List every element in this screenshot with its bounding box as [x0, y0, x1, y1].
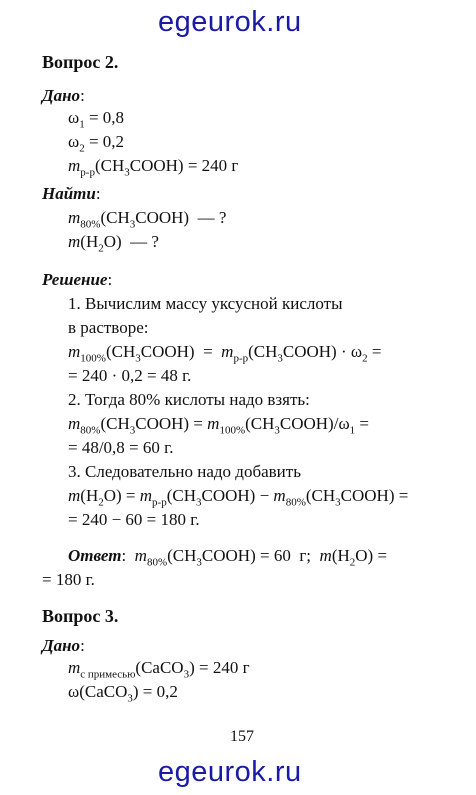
question-2-title: Вопрос 2. — [42, 52, 119, 72]
answer-line-2: = 180 г. — [42, 570, 95, 589]
q3-given-line-1: $m_{с примесью}(CaCO_3) = 240$ г — [68, 658, 250, 681]
given-heading-q3: Дано: — [42, 636, 85, 655]
solution-heading: Решение: — [42, 270, 113, 289]
given-line-2: $\omega_2 = 0,2$ — [68, 132, 125, 155]
given-heading: Дано: — [42, 86, 85, 105]
question-3-title: Вопрос 3. — [42, 606, 119, 626]
solution-line-9: $m(H_2O)$ = $m_{р-р}(CH_3COOH)$ − $m_{80\%}(CH_3COOH)$ = — [68, 486, 409, 509]
solution-line-2: в растворе: — [68, 318, 149, 337]
solution-line-4: = 240 · 0,2 = 48 г. — [68, 366, 192, 385]
find-line-1: $m_{80\%}(CH_3COOH)$ — ? — [68, 208, 227, 231]
given-line-1: $\omega_1 = 0,8$ — [68, 108, 125, 131]
given-line-3: $m_{р-р}(CH_3COOH) = 240$ г — [68, 156, 239, 179]
solution-line-10: = 240 − 60 = 180 г. — [68, 510, 200, 529]
q3-given-line-2: ω(CaCO$_3$) = 0,2 — [68, 682, 178, 705]
page-number: 157 — [230, 728, 254, 745]
find-heading: Найти: — [42, 184, 101, 203]
solution-line-8: 3. Следовательно надо добавить — [68, 462, 301, 481]
site-header: egeurok.ru — [158, 6, 302, 38]
solution-line-6: $m_{80\%}(CH_3COOH)$ = $m_{100\%}(CH_3COOH)/\omega_1$ = — [68, 414, 369, 437]
answer-line-1: Ответ: $m_{80\%}(CH_3COOH) = 60$ г; $m(H_2O)$ = — [68, 546, 388, 569]
solution-line-7: = 48/0,8 = 60 г. — [68, 438, 174, 457]
site-footer: egeurok.ru — [158, 756, 302, 788]
solution-line-5: 2. Тогда 80% кислоты надо взять: — [68, 390, 310, 409]
solution-line-1: 1. Вычислим массу уксусной кислоты — [68, 294, 343, 313]
solution-line-3: $m_{100\%}(CH_3COOH)$ = $m_{р-р}(CH_3COOH) \cdot \omega_2$ = — [68, 342, 382, 365]
find-line-2: $m(H_2O)$ — ? — [68, 232, 159, 255]
